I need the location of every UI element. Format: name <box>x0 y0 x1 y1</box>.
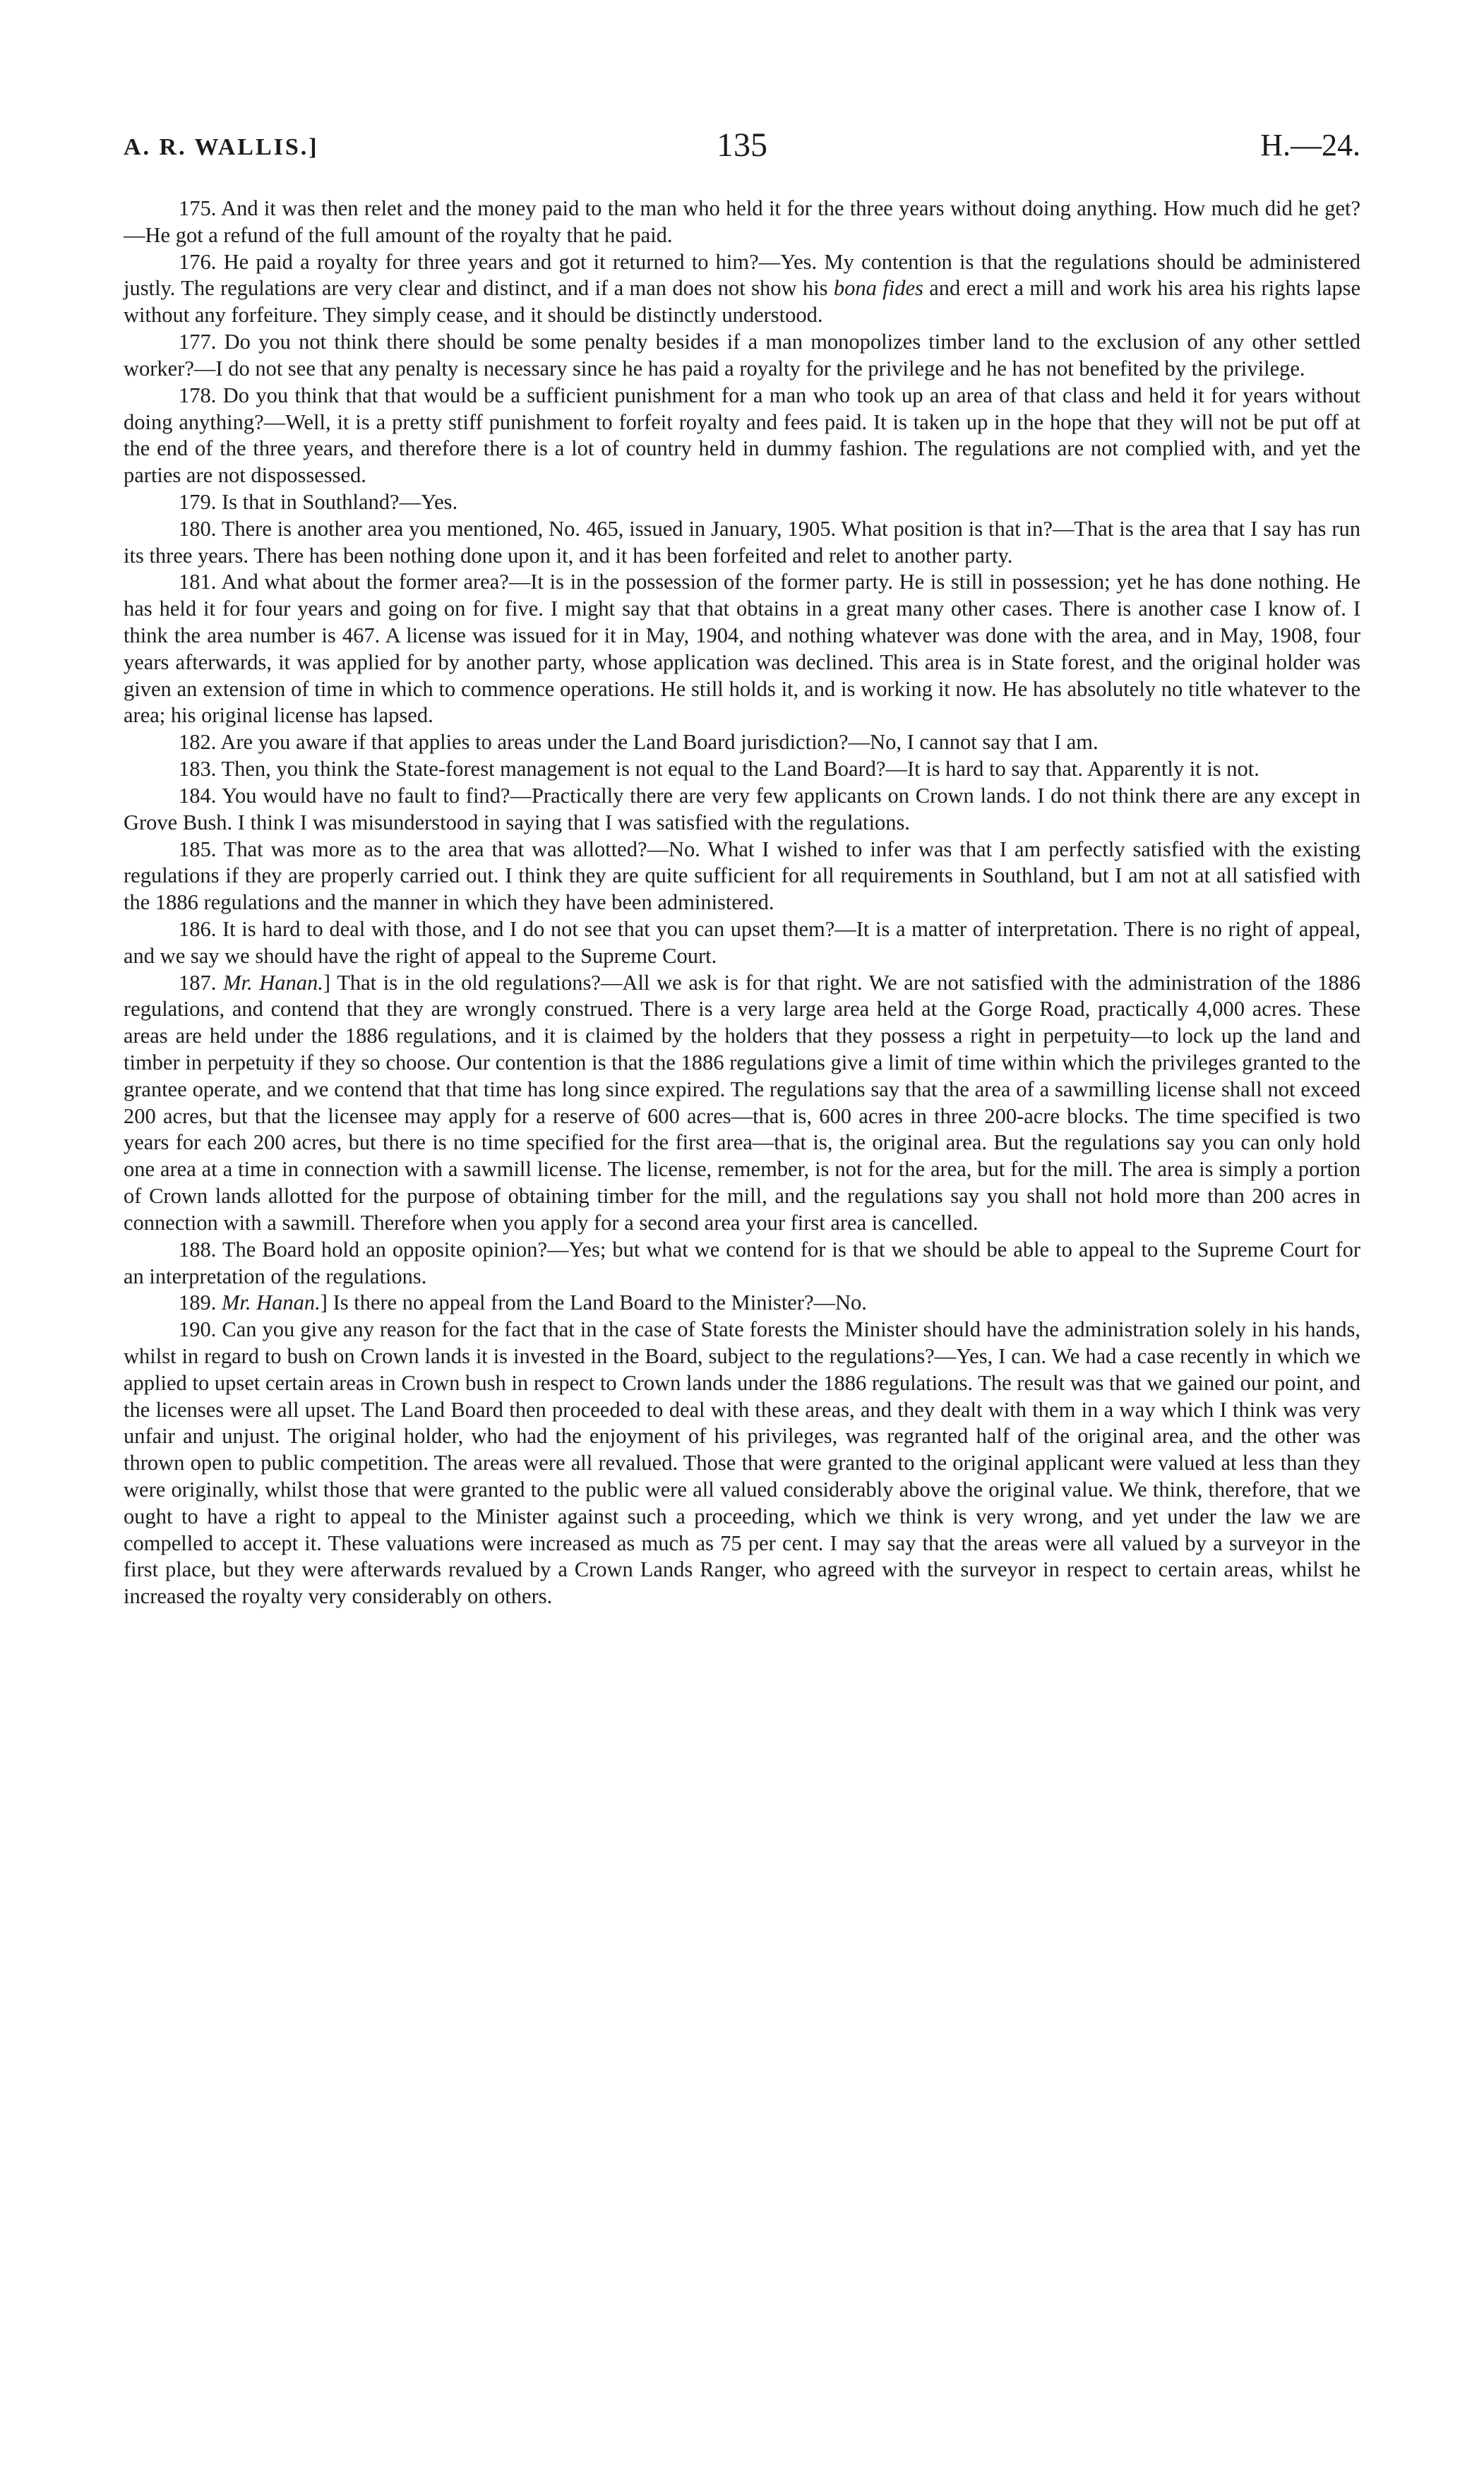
paragraph-188: 188. The Board hold an opposite opinion?—Yes; but what we contend for is that we should be able to appeal to the Supreme Court for an interpretation of the regulations. <box>124 1237 1360 1288</box>
paragraph-179: 179. Is that in Southland?—Yes. <box>179 489 458 514</box>
running-header <box>124 126 1360 168</box>
italic-term: bona fides <box>833 276 923 301</box>
paragraph-184: 184. You would have no fault to find?—Practically there are very few applicants on Crown lands. I do not think there are any except in Grove Bush. I think I was misunderstood in saying that I was satisfied with the regulations. <box>124 783 1360 834</box>
paragraph-187: 187. Mr. Hanan.] That is in the old regulations?—All we ask is for that right. We are not satisfied with the administration of the 1886 regulations, and contend that they are wrongly construed. There is a very large area held at the Gorge Road, practically 4,000 acres. These areas are held under the 1886 regulations, and it is claimed by the holders that they possess a right in perpetuity—to lock up the land and timber in perpetuity if they so choose. Our contention is that the 1886 regulations give a limit of time within which the privileges granted to the grantee operate, and we contend that that time has long since expired. The regulations say that the area of a sawmilling license shall not exceed 200 acres, but that the licensee may apply for a reserve of 600 acres—that is, 600 acres in three 200-acre blocks. The time specified is two years for each 200 acres, but there is no time specified for the first area—that is, the original area. But the regulations say you can only hold one area at a time in connection with a sawmill license. The license, remember, is not for the area, but for the mill. The area is simply a portion of Crown lands allotted for the purpose of obtaining timber for the mill, and the regulations say you shall not hold more than 200 acres in connection with a sawmill. Therefore when you apply for a second area your first area is cancelled. <box>124 970 1360 1235</box>
paragraph-181: 181. And what about the former area?—It is in the possession of the former party. He is still in possession; yet he has done nothing. He has held it for four years and going on for five. I might say that that obtains in a great many other cases. There is another case I know of. I think the area number is 467. A license was issued for it in May, 1904, and nothing whatever was done with the area, and in May, 1908, four years afterwards, it was applied for by another party, whose application was declined. This area is in State forest, and the original holder was given an extension of time in which to commence operations. He still holds it, and is working it now. He has absolutely no title whatever to the area; his original license has lapsed. <box>124 570 1360 728</box>
paragraph-182: 182. Are you aware if that applies to areas under the Land Board jurisdiction?—No, I cannot say that I am. <box>179 730 1099 755</box>
paragraph-176: 176. He paid a royalty for three years and got it returned to him?—Yes. My contention is that the regulations should be administered justly. The regulations are very clear and distinct, and if a man does not show his bona fides and erect a mill and work his area his rights lapse without any forfeiture. They simply cease, and it should be distinctly understood. <box>124 249 1361 328</box>
paragraph-180: 180. There is another area you mentioned, No. 465, issued in January, 1905. What position is that in?—That is the area that I say has run its three years. There has been nothing done upon it, and it has been forfeited and relet to another party. <box>124 516 1360 568</box>
document-code: H.—24. <box>1260 128 1360 162</box>
speaker-name: Mr. Hanan. <box>222 1290 321 1315</box>
paragraph-190: 190. Can you give any reason for the fact that in the case of State forests the Minister should have the administration solely in his hands, whilst in regard to bush on Crown lands it is invested in the Board, subject to the regulations?—Yes, I can. We had a case recently in which we applied to upset certain areas in Crown bush in respect to Crown lands under the 1886 regulations. The result was that we gained our point, and the licenses were all upset. The Land Board then proceeded to deal with these areas, and they dealt with them in a way which I think was very unfair and unjust. The original holder, who had the enjoyment of his privileges, was regranted half of the original area, and the other was thrown open to public competition. The areas were all revalued. Those that were granted to the original applicant were valued at less than they were originally, whilst those that were granted to the public were all valued considerably above the original value. We think, therefore, that we ought to have a right to appeal to the Minister against such a proceeding, which we think is very wrong, and yet under the law we are compelled to accept it. These valuations were increased as much as 75 per cent. I may say that the areas were all valued by a surveyor in the first place, but they were afterwards revalued by a Crown Lands Ranger, who agreed with the surveyor in respect to certain areas, whilst he increased the royalty very considerably on others. <box>124 1317 1360 1609</box>
paragraph-178: 178. Do you think that that would be a sufficient punishment for a man who took up an area of that class and held it for years without doing anything?—Well, it is a pretty stiff punishment to forfeit royalty and fees paid. It is taken up in the hope that they will not be put off at the end of the three years, and therefore there is a lot of country held in dummy fashion. The regulations are not complied with, and yet the parties are not dispossessed. <box>124 383 1360 488</box>
paragraph-175: 175. And it was then relet and the money paid to the man who held it for the three years without doing anything. How much did he get?—He got a refund of the full amount of the royalty that he paid. <box>124 196 1360 247</box>
body-text <box>124 196 1360 1610</box>
paragraph-177: 177. Do you not think there should be some penalty besides if a man monopolizes timber land to the exclusion of any other settled worker?—I do not see that any penalty is necessary since he has paid a royalty for the privilege and he has not benefited by the privilege. <box>124 330 1360 381</box>
speaker-name: Mr. Hanan. <box>223 970 323 995</box>
page-number: 135 <box>717 126 767 164</box>
paragraph-183: 183. Then, you think the State-forest management is not equal to the Land Board?—It is hard to say that. Apparently it is not. <box>179 757 1259 781</box>
paragraph-189: 189. Mr. Hanan.] Is there no appeal from the Land Board to the Minister?—No. <box>179 1290 867 1315</box>
witness-name: A. R. WALLIS.] <box>124 134 319 160</box>
paragraph-186: 186. It is hard to deal with those, and I do not see that you can upset them?—It is a matter of interpretation. There is no right of appeal, and we say we should have the right of appeal to the Supreme Court. <box>124 916 1360 968</box>
paragraph-185: 185. That was more as to the area that was allotted?—No. What I wished to infer was that I am perfectly satisfied with the existing regulations if they are properly carried out. I think they are quite sufficient for all requirements in Southland, but I am not at all satisfied with the 1886 regulations and the manner in which they have been administered. <box>124 837 1360 915</box>
